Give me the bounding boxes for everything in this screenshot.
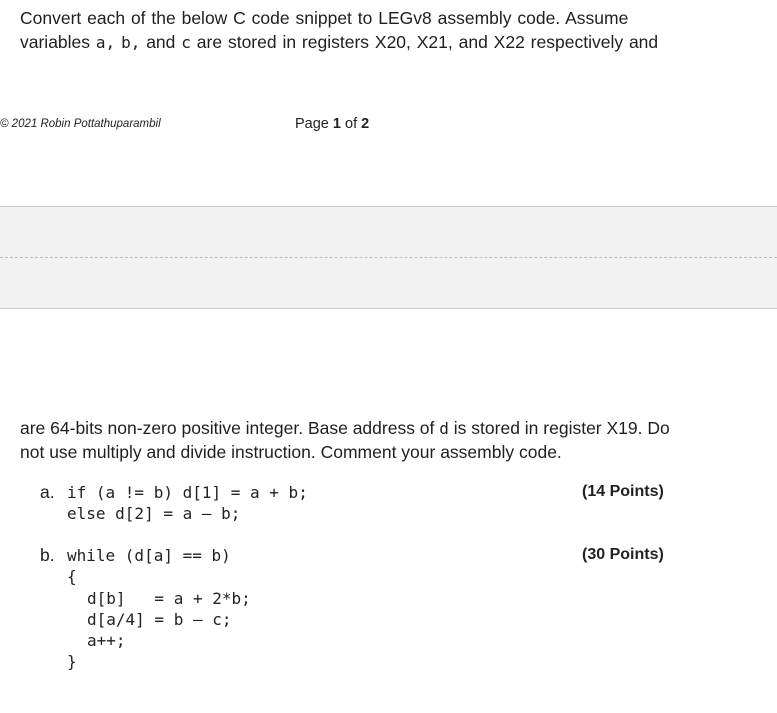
- page-current: 1: [332, 116, 341, 132]
- part-b-code-line5: a++;: [87, 631, 126, 650]
- page-word: Page: [295, 116, 329, 132]
- part-a-code-line1: if (a != b) d[1] = a + b;: [67, 483, 308, 502]
- part-b-code-line6: }: [67, 652, 77, 671]
- part-a-code-line2: else d[2] = a – b;: [67, 504, 241, 523]
- question-line2-post: are stored in registers X20, X21, and X22 respectively and: [196, 32, 659, 52]
- part-b-code-line4: d[a/4] = b – c;: [87, 610, 232, 629]
- question-line1-text: Convert each of the below C code snippet to LEGv8 assembly code. Assume: [20, 8, 629, 28]
- part-b-label: b.: [40, 545, 55, 565]
- part-b-code-line1: while (d[a] == b): [67, 546, 231, 565]
- footer-copyright: © 2021 Robin Pottathuparambil: [0, 118, 161, 130]
- question-line2-pre: variables: [20, 32, 91, 52]
- part-b-code-line3: d[b] = a + 2*b;: [87, 589, 251, 608]
- part-b-points: (30 Points): [582, 546, 664, 563]
- question-line2-and: and: [146, 32, 176, 52]
- var-d-code: d: [439, 419, 449, 438]
- continuation-line2: not use multiply and divide instruction. Comment your assembly code.: [20, 442, 562, 462]
- continuation-line1: [20, 418, 670, 439]
- part-a-points: (14 Points): [582, 483, 664, 500]
- var-c-code: c: [181, 33, 191, 52]
- part-a-label: a.: [40, 482, 55, 502]
- page-break-gap: [0, 206, 777, 309]
- question-text-line1: [20, 8, 628, 29]
- question-text-line2: [20, 32, 658, 53]
- page-break-dashed-line: [0, 257, 777, 258]
- var-b-code: b,: [121, 33, 141, 52]
- continuation-line1-post: is stored in register X19. Do: [453, 418, 670, 438]
- part-b-code-line2: {: [67, 567, 77, 586]
- var-a-code: a,: [95, 33, 116, 52]
- page-of: of: [345, 116, 358, 132]
- page-total: 2: [361, 116, 370, 132]
- footer-page-number: [295, 116, 369, 132]
- continuation-line1-pre: are 64-bits non-zero positive integer. Base address of: [20, 418, 435, 438]
